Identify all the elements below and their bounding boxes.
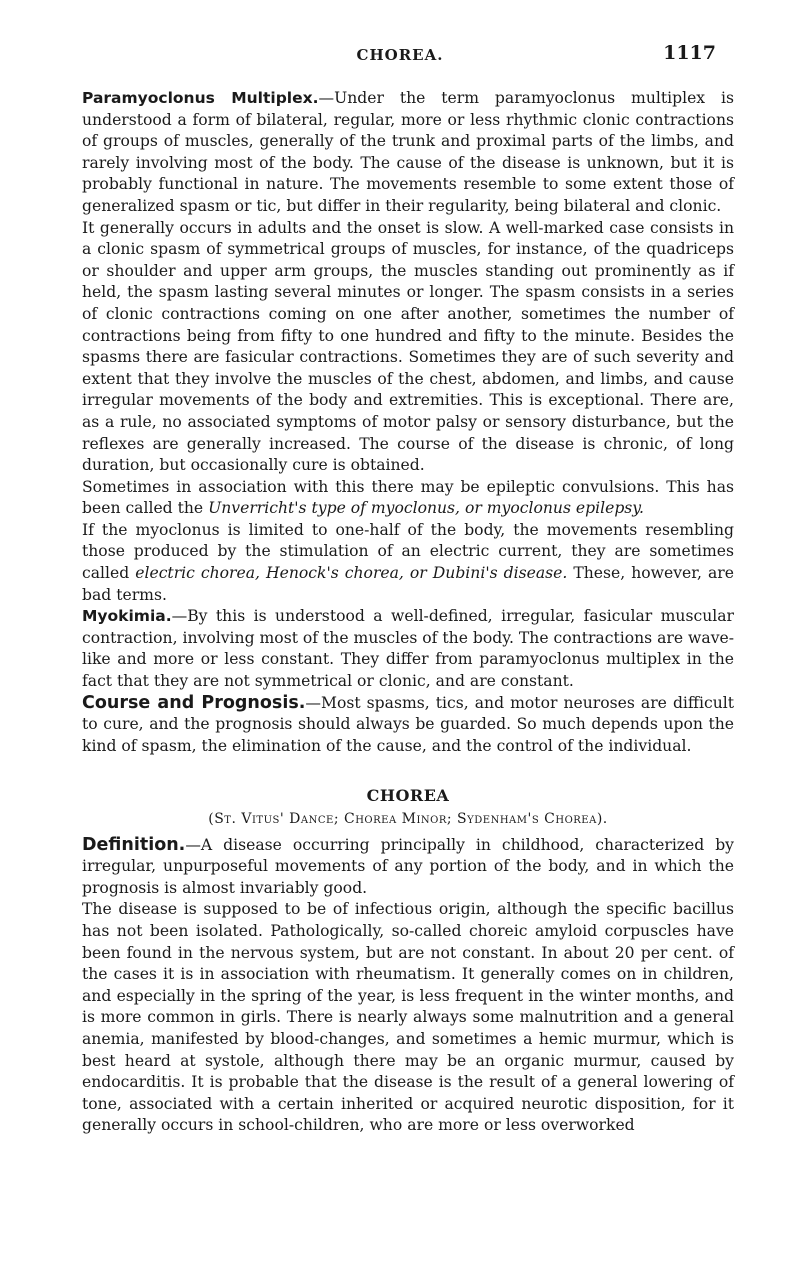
- paragraph-unverricht: [82, 477, 734, 520]
- definition-text: —A disease occurring principally in childhood, characterized by irregular, unpurposeful movements of any portion of the body, and in which the prognosis is almost invariably good.: [82, 835, 734, 897]
- heading-definition: Definition.: [82, 834, 186, 855]
- unverricht-term: Unverricht's type of myoclonus, or myoclonus epilepsy.: [208, 499, 645, 518]
- unverricht-text: Sometimes in association with this there may be epileptic convulsions. This has been called the: [82, 477, 734, 518]
- paragraph-electric-chorea: [82, 520, 734, 606]
- running-head: CHOREA.: [356, 46, 444, 64]
- paramyoclonus-text: —Under the term paramyoclonus multiplex is understood a form of bilateral, regular, more or less rhythmic clonic contractions of groups of muscles, generally of the trunk and proximal parts of the limbs, and rarely involving most of the body. The cause of the disease is unknown, but it is probably functional in nature. The movements resemble to some extent those of generalized spasm or tic, but differ in their regularity, being bilateral and clonic.: [82, 89, 734, 215]
- paragraph-course: [82, 693, 734, 758]
- page-body: [82, 88, 734, 1137]
- course-text: —Most spasms, tics, and motor neuroses are difficult to cure, and the prognosis should always be guarded. So much depends upon the kind of spasm, the elimination of the cause, and the control of the individual.: [82, 693, 735, 755]
- electric-chorea-text: If the myoclonus is limited to one-half of the body, the movements resembling those produced by the stimulation of an electric current, they are sometimes called: [82, 520, 734, 583]
- heading-paramyoclonus: Paramyoclonus Multiplex.: [82, 89, 319, 107]
- heading-course: Course and Prognosis.: [82, 692, 306, 713]
- electric-chorea-note: These, however, are bad terms.: [82, 564, 734, 604]
- page-header: [0, 40, 800, 80]
- section-subtitle-chorea: (St. Vitus' Dance; Chorea Minor; Sydenham's Chorea).: [208, 811, 608, 827]
- paragraph-definition: [82, 835, 734, 900]
- electric-chorea-terms: electric chorea, Henock's chorea, or Dubini's disease.: [135, 564, 568, 583]
- paragraph-paramyoclonus-onset: It generally occurs in adults and the onset is slow. A well-marked case consists in a clonic spasm of symmetrical groups of muscles, for instance, of the quadriceps or shoulder and upper arm groups, the muscles standing out prominently as if held, the spasm lasting several minutes or longer. The spasm consists in a series of clonic contractions coming on one after another, sometimes the number of contractions being from fifty to one hundred and fifty to the minute. Besides the spasms there are fasicular contractions. Sometimes they are of such severity and extent that they involve the muscles of the chest, abdomen, and limbs, and cause irregular movements of the body and extremities. This is exceptional. There are, as a rule, no associated symptoms of motor palsy or sensory disturbance, but the reflexes are generally increased. The course of the disease is chronic, of long duration, but occasionally cure is obtained.: [82, 218, 734, 475]
- myokimia-text: —By this is understood a well-defined, irregular, fasicular muscular contraction, involving most of the muscles of the body. The contractions are wave-like and more or less constant. They differ from paramyoclonus multiplex in the fact that they are not symmetrical or clonic, and are constant.: [82, 607, 734, 691]
- paragraph-paramyoclonus: [82, 88, 734, 218]
- paragraph-myokimia: [82, 606, 734, 692]
- page-number: 1117: [663, 42, 716, 64]
- section-title-chorea: CHOREA: [366, 786, 450, 806]
- heading-myokimia: Myokimia.: [82, 607, 172, 626]
- paragraph-chorea-etiology: The disease is supposed to be of infectious origin, although the specific bacillus has not been isolated. Pathologically, so-called choreic amyloid corpuscles have been found in the nervous system, but are not constant. In about 20 per cent. of the cases it is in association with rheumatism. It generally comes on in children, and especially in the spring of the year, is less frequent in the winter months, and is more common in girls. There is nearly always some malnutrition and a general anemia, manifested by blood-changes, and sometimes a hemic murmur, which is best heard at systole, although there may be an organic murmur, caused by endocarditis. It is probable that the disease is the result of a general lowering of tone, associated with a certain inherited or acquired neurotic disposition, for it generally occurs in school-children, who are more or less overworked: [82, 900, 734, 1135]
